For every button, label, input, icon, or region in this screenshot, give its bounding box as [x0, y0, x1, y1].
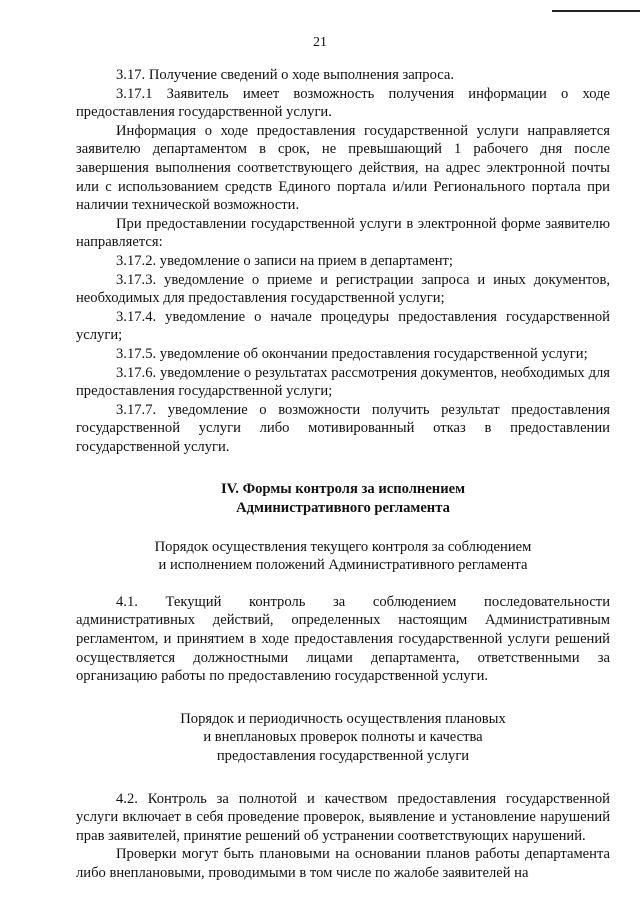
- paragraph-3-17-2: 3.17.2. уведомление о записи на прием в департамент;: [116, 252, 453, 269]
- subheading-2-line-2: и внеплановых проверок полноты и качества: [203, 729, 483, 746]
- paragraph-3-17-7: 3.17.7. уведомление о возможности получить результат предоставления государственной услуги либо мотивированный отказ в предоставлении государственной услуги.: [76, 401, 610, 455]
- page-number: 21: [313, 35, 327, 50]
- paragraph-info-progress: Информация о ходе предоставления государственной услуги направляется заявителю департаментом в срок, не превышающий 1 рабочего дня после завершения выполнения соответствующего действия, на адрес электронной почты или с использованием средств Единого портала и/или Регионального портала при наличии технической возможности.: [76, 122, 610, 214]
- paragraph-4-2: 4.2. Контроль за полнотой и качеством предоставления государственной услуги включает в себя проведение проверок, выявление и установление нарушений прав заявителей, принятие решений об устранении соответствующих нарушений.: [76, 790, 610, 844]
- subheading-current-control: [76, 538, 610, 575]
- paragraph-3-17-6: 3.17.6. уведомление о результатах рассмотрения документов, необходимых для предоставления государственной услуги;: [76, 364, 610, 400]
- subheading-1-line-2: и исполнением положений Административного регламента: [158, 557, 528, 574]
- paragraph-3-17-1: 3.17.1 Заявитель имеет возможность получения информации о ходе предоставления государственной услуги.: [76, 85, 610, 121]
- paragraph-3-17-3: 3.17.3. уведомление о приеме и регистрации запроса и иных документов, необходимых для предоставления государственной услуги;: [76, 271, 610, 307]
- paragraph-3-17-5: 3.17.5. уведомление об окончании предоставления государственной услуги;: [116, 345, 588, 362]
- paragraph-inspections: Проверки могут быть плановыми на основании планов работы департамента либо внеплановыми, проводимыми в том числе по жалобе заявителей на: [76, 846, 610, 881]
- subheading-inspections: [76, 710, 610, 766]
- section-title: [76, 480, 610, 517]
- section-title-line-2: Административного регламента: [236, 500, 450, 517]
- paragraph-3-17: 3.17. Получение сведений о ходе выполнения запроса.: [116, 67, 455, 83]
- paragraph-3-17-4: 3.17.4. уведомление о начале процедуры предоставления государственной услуги;: [76, 308, 610, 344]
- subheading-2-line-1: Порядок и периодичность осуществления плановых: [180, 710, 506, 727]
- document-body: [76, 66, 610, 883]
- subheading-1-line-1: Порядок осуществления текущего контроля за соблюдением: [154, 538, 532, 555]
- paragraph-4-1: 4.1. Текущий контроль за соблюдением последовательности административных действий, определенных настоящим Административным регламентом, и принятием в ходе предоставления государственной услуги решений осуществляется должностными лицами департамента, ответственными за организацию работы по предоставлению государственной услуги.: [76, 593, 610, 685]
- section-title-line-1: IV. Формы контроля за исполнением: [220, 481, 466, 498]
- paragraph-electronic-form: При предоставлении государственной услуги в электронной форме заявителю направляется:: [76, 215, 610, 251]
- subheading-2-line-3: предоставления государственной услуги: [216, 748, 470, 764]
- top-right-mark: [552, 10, 640, 12]
